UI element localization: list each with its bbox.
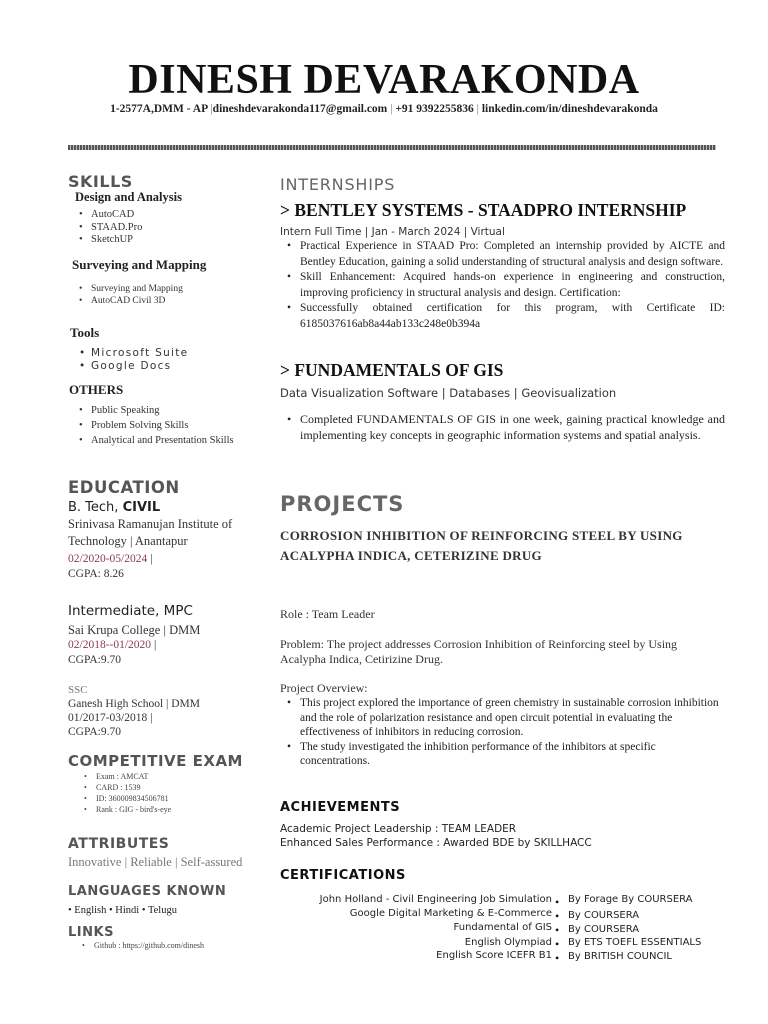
- project-overview-points: [280, 696, 720, 769]
- list-item: • Google Docs: [91, 360, 188, 373]
- certifications-heading: CERTIFICATIONS: [280, 868, 406, 883]
- certification-issuer: By COURSERA: [568, 924, 640, 935]
- links-heading: LINKS: [68, 925, 114, 940]
- list-item: • Problem Solving Skills: [91, 418, 234, 433]
- intermediate-dates: 02/2018--01/2020 |: [68, 639, 157, 651]
- certification-issuer: By ETS TOEFL ESSENTIALS: [568, 937, 702, 948]
- bentley-points: [280, 239, 725, 332]
- list-item: • The study investigated the inhibition performance of the inhibitors at specific concentrations.: [300, 740, 720, 769]
- btech-cgpa: CGPA: 8.26: [68, 568, 124, 580]
- bentley-meta: Intern Full Time | Jan - March 2024 | Virtual: [280, 226, 505, 238]
- contact-line: 1-2577A,DMM - AP |dineshdevarakonda117@gmail.com | +91 9392255836 | linkedin.com/in/dineshdevarakonda: [110, 103, 658, 115]
- achievements-heading: ACHIEVEMENTS: [280, 800, 401, 815]
- internships-heading: INTERNSHIPS: [280, 175, 396, 194]
- languages-text: • English • Hindi • Telugu: [68, 905, 177, 916]
- surveying-skills-list: [75, 283, 183, 307]
- ssc-school: Ganesh High School | DMM: [68, 698, 200, 710]
- bullet-icon: •: [555, 937, 560, 951]
- competitive-exam-list: [80, 771, 171, 815]
- design-analysis-heading: Design and Analysis: [75, 190, 182, 204]
- list-item: • CARD : 1539: [96, 782, 171, 793]
- certification-name: John Holland - Civil Engineering Job Simulation: [319, 894, 552, 905]
- gis-points: [280, 411, 725, 443]
- skills-heading: SKILLS: [68, 172, 133, 191]
- list-item: • Surveying and Mapping: [91, 283, 183, 295]
- gis-meta: Data Visualization Software | Databases | Geovisualization: [280, 386, 617, 400]
- ssc-cgpa: CGPA:9.70: [68, 726, 121, 738]
- project-title: CORROSION INHIBITION OF REINFORCING STEEL BY USING ACALYPHA INDICA, CETERIZINE DRUG: [280, 528, 683, 563]
- certification-issuer: By Forage By COURSERA: [568, 894, 693, 905]
- others-heading: OTHERS: [69, 382, 124, 397]
- projects-heading: PROJECTS: [280, 492, 405, 516]
- tools-list: [75, 347, 188, 372]
- list-item: • Practical Experience in STAAD Pro: Completed an internship provided by AICTE and Bentley Education, gaining a solid understanding of structural analysis and design software.: [300, 239, 725, 270]
- btech-dates: 02/2020-05/2024 |: [68, 553, 153, 565]
- list-item: • ID: 360009834506781: [96, 793, 171, 804]
- education-heading: EDUCATION: [68, 478, 180, 497]
- competitive-exam-heading: COMPETITIVE EXAM: [68, 752, 243, 770]
- design-skills-list: [75, 209, 142, 247]
- bullet-icon: •: [555, 895, 560, 909]
- certification-issuer: By COURSERA: [568, 910, 640, 921]
- list-item: • AutoCAD Civil 3D: [91, 295, 183, 307]
- github-link[interactable]: • Github : https://github.com/dinesh: [94, 940, 204, 951]
- intermediate-title: Intermediate, MPC: [68, 603, 193, 619]
- bentley-title: > BENTLEY SYSTEMS - STAADPRO INTERNSHIP: [280, 200, 687, 220]
- candidate-name: DINESH DEVARAKONDA: [128, 57, 640, 103]
- project-problem: Problem: The project addresses Corrosion Inhibition of Reinforcing steel by Using Acalypha Indica, Cetirizine Drug.: [280, 637, 678, 666]
- gis-title: > FUNDAMENTALS OF GIS: [280, 360, 504, 380]
- list-item: • AutoCAD: [91, 209, 142, 222]
- btech-title: B. Tech, CIVIL: [68, 500, 161, 515]
- list-item: • Skill Enhancement: Acquired hands-on experience in engineering and construction, improving proficiency in structural analysis and design. Certification:: [300, 270, 725, 301]
- attributes-heading: ATTRIBUTES: [68, 836, 170, 852]
- links-list: [78, 940, 204, 951]
- others-list: [75, 403, 234, 448]
- project-role: Role : Team Leader: [280, 607, 375, 621]
- bullet-icon: •: [555, 951, 560, 965]
- certification-name: English Score ICEFR B1: [436, 950, 552, 961]
- list-item: • This project explored the importance of green chemistry in sustainable corrosion inhibition and the role of polarization resistance and open circuit potential in evaluating the effectiveness of inhibitors in reducing corrosion.: [300, 696, 720, 740]
- certification-name: Fundamental of GIS: [453, 922, 552, 933]
- intermediate-cgpa: CGPA:9.70: [68, 654, 121, 666]
- list-item: • Analytical and Presentation Skills: [91, 433, 234, 448]
- list-item: • SketchUP: [91, 234, 142, 247]
- certification-issuer: By BRITISH COUNCIL: [568, 951, 672, 962]
- tools-heading: Tools: [70, 325, 100, 340]
- list-item: • Exam : AMCAT: [96, 771, 171, 782]
- attributes-text: Innovative | Reliable | Self-assured: [68, 855, 243, 869]
- intermediate-college: Sai Krupa College | DMM: [68, 623, 201, 637]
- btech-college: Srinivasa Ramanujan Institute of Technology | Anantapur: [68, 517, 233, 548]
- achievement-item: Enhanced Sales Performance : Awarded BDE by SKILLHACC: [280, 837, 592, 849]
- ssc-title: SSC: [68, 684, 88, 696]
- project-overview-heading: Project Overview:: [280, 681, 368, 695]
- list-item: • Rank : GIG - bird's-eye: [96, 804, 171, 815]
- header-divider: [68, 145, 716, 150]
- address: 1-2577A,DMM - AP: [110, 103, 208, 115]
- achievement-item: Academic Project Leadership : TEAM LEADER: [280, 823, 517, 835]
- email-link[interactable]: dineshdevarakonda117@gmail.com: [212, 103, 388, 115]
- ssc-dates: 01/2017-03/2018 |: [68, 712, 153, 724]
- phone-number: +91 9392255836: [395, 103, 474, 115]
- list-item: • Completed FUNDAMENTALS OF GIS in one week, gaining practical knowledge and implementing key concepts in geographic information systems and spatial analysis.: [300, 411, 725, 443]
- languages-heading: LANGUAGES KNOWN: [68, 884, 227, 899]
- certification-name: English Olympiad: [464, 937, 552, 948]
- certification-name: Google Digital Marketing & E-Commerce: [349, 908, 552, 919]
- list-item: • STAAD.Pro: [91, 222, 142, 235]
- bullet-icon: •: [555, 909, 560, 923]
- list-item: • Successfully obtained certification for this program, with Certificate ID: 6185037616ab8a44ab133c248e0b394a: [300, 301, 725, 332]
- list-item: • Public Speaking: [91, 403, 234, 418]
- surveying-heading: Surveying and Mapping: [72, 257, 207, 272]
- bullet-icon: •: [555, 923, 560, 937]
- linkedin-link[interactable]: linkedin.com/in/dineshdevarakonda: [481, 103, 658, 115]
- list-item: • Microsoft Suite: [91, 347, 188, 360]
